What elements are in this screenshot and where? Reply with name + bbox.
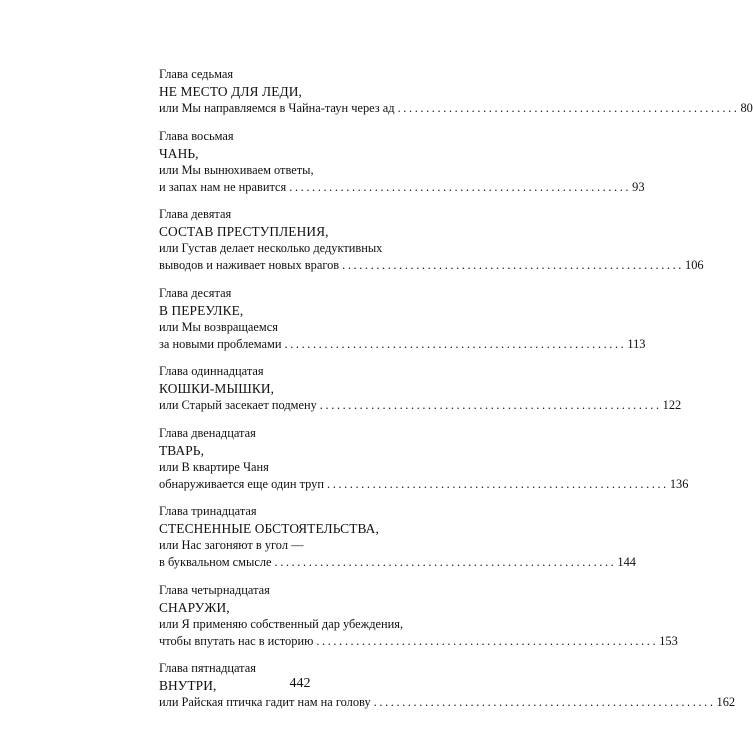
dot-leader: ............................................................ [342, 258, 684, 272]
toc-entry [159, 206, 704, 274]
chapter-label: Глава седьмая [159, 67, 234, 81]
chapter-subtitle-line: или Старый засекает подмену [159, 398, 317, 412]
chapter-subtitle-line: или Мы вынюхиваем ответы, [159, 162, 314, 177]
chapter-label: Глава двенадцатая [159, 425, 256, 440]
toc-entry [159, 128, 645, 196]
chapter-page-line [159, 554, 636, 571]
chapter-subtitle-line: или Нас загоняют в угол — [159, 538, 304, 552]
chapter-title: НЕ МЕСТО ДЛЯ ЛЕДИ, [159, 84, 302, 99]
chapter-title: СТЕСНЕННЫЕ ОБСТОЯТЕЛЬСТВА, [159, 521, 379, 536]
chapter-page-number: 80 [740, 101, 753, 115]
chapter-page-number: 122 [662, 398, 682, 412]
chapter-subtitle-line: и запах нам не нравится [159, 179, 287, 194]
chapter-subtitle-line: или Райская птичка гадит нам на голову [159, 695, 371, 709]
chapter-page-line [159, 179, 645, 196]
chapter-subtitle-line: выводов и наживает новых врагов [159, 258, 340, 272]
chapter-page-number: 153 [659, 633, 678, 648]
chapter-label: Глава одиннадцатая [159, 364, 264, 378]
chapter-subtitle-line: за новыми проблемами [159, 336, 282, 351]
dot-leader: ............................................................ [319, 398, 662, 412]
page-number: 442 [289, 676, 311, 691]
chapter-subtitle-line: в буквальном смысле [159, 555, 272, 569]
table-of-contents [159, 66, 753, 722]
chapter-page-line [159, 694, 736, 711]
chapter-subtitle-line: чтобы впутать нас в историю [159, 633, 314, 648]
chapter-title: СОСТАВ ПРЕСТУПЛЕНИЯ, [159, 224, 329, 239]
chapter-page-line [159, 336, 646, 353]
chapter-subtitle-line: или В квартире Чаня [159, 459, 269, 474]
chapter-title: В ПЕРЕУЛКЕ, [159, 302, 244, 318]
chapter-page-line [159, 397, 682, 414]
chapter-page-line [159, 100, 753, 117]
chapter-page-number: 106 [685, 258, 704, 272]
chapter-subtitle-line: или Густав делает несколько дедуктивных [159, 241, 383, 255]
dot-leader: ............................................................ [284, 336, 627, 351]
dot-leader: ............................................................ [316, 633, 659, 648]
chapter-title: ТВАРЬ, [159, 442, 205, 458]
toc-entry [159, 66, 753, 117]
chapter-label: Глава тринадцатая [159, 504, 257, 518]
dot-leader: ............................................................ [289, 179, 632, 194]
chapter-page-number: 93 [632, 179, 645, 194]
chapter-label: Глава четырнадцатая [159, 582, 270, 597]
chapter-page-number: 113 [627, 336, 646, 351]
chapter-page-number: 136 [669, 476, 689, 491]
chapter-page-line [159, 257, 704, 274]
chapter-label: Глава десятая [159, 285, 232, 300]
dot-leader: ............................................................ [274, 555, 617, 569]
chapter-label: Глава девятая [159, 207, 232, 221]
chapter-subtitle-line: обнаруживается еще один труп [159, 476, 324, 491]
chapter-page-line [159, 633, 678, 650]
chapter-page-number: 162 [716, 695, 736, 709]
chapter-page-line [159, 476, 689, 493]
chapter-title: КОШКИ-МЫШКИ, [159, 381, 275, 396]
toc-entry [159, 503, 636, 571]
toc-entry [159, 582, 678, 650]
chapter-title: ЧАНЬ, [159, 145, 199, 161]
chapter-page-number: 144 [617, 555, 636, 569]
dot-leader: ............................................................ [397, 101, 740, 115]
chapter-label: Глава пятнадцатая [159, 661, 256, 675]
toc-entry [159, 285, 646, 353]
chapter-title: ВНУТРИ, [159, 678, 217, 693]
chapter-subtitle-line: или Мы направляемся в Чайна-таун через ад [159, 101, 395, 115]
chapter-label: Глава восьмая [159, 128, 234, 143]
dot-leader: ............................................................ [373, 695, 716, 709]
toc-entry [159, 425, 689, 493]
toc-entry [159, 363, 682, 414]
chapter-subtitle-line: или Мы возвращаемся [159, 319, 278, 334]
chapter-title: СНАРУЖИ, [159, 599, 230, 615]
dot-leader: ............................................................ [327, 476, 669, 491]
chapter-subtitle-line: или Я применяю собственный дар убеждения, [159, 616, 404, 631]
